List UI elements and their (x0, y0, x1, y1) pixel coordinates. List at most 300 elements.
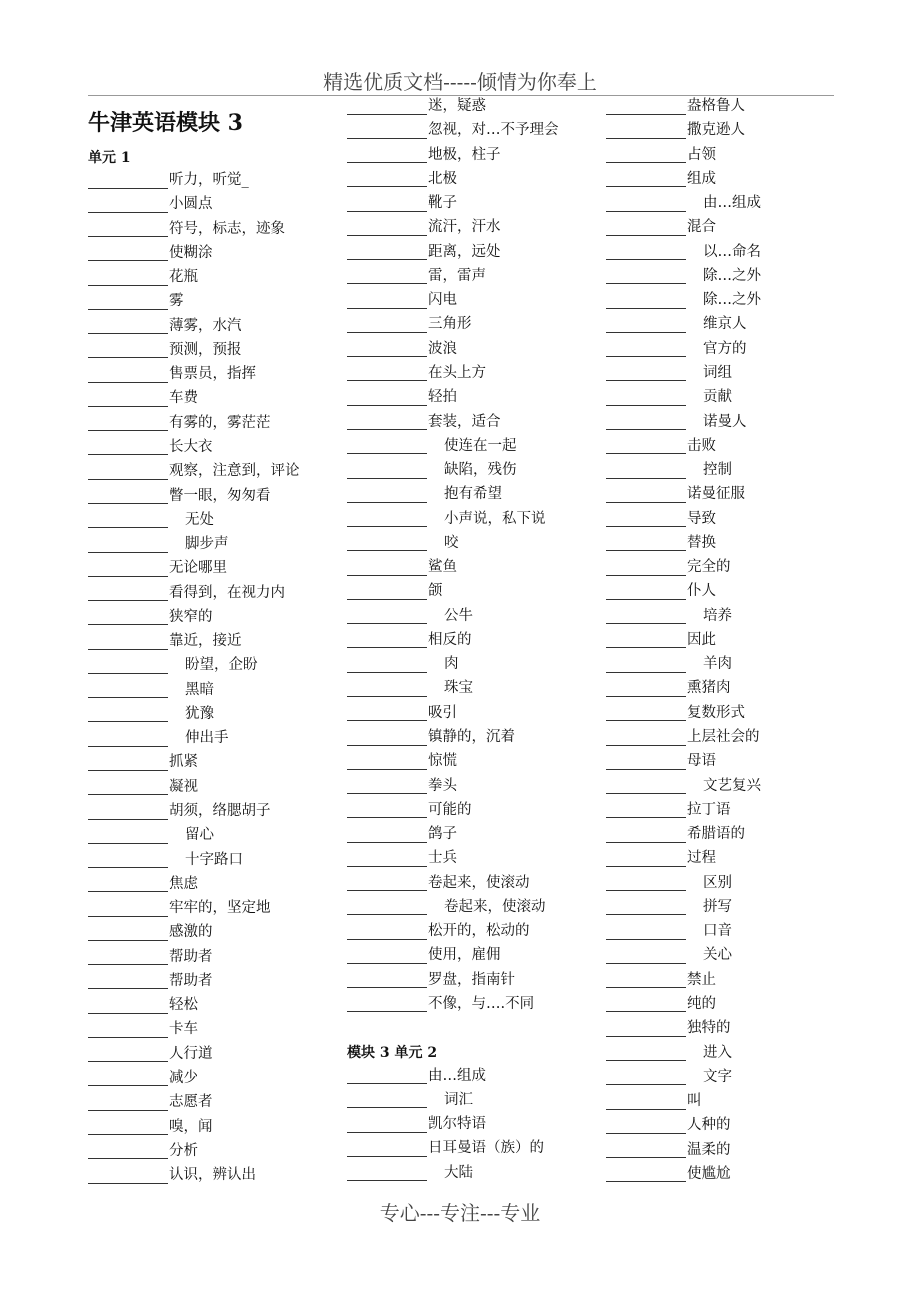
answer-blank[interactable] (606, 680, 686, 697)
unit-2-heading: 模块 3 单元 2 (347, 1045, 438, 1061)
vocab-item (606, 167, 716, 191)
answer-blank[interactable] (347, 534, 427, 551)
vocab-meaning: 忽视，对…不予理会 (428, 122, 559, 139)
answer-blank[interactable] (347, 656, 427, 673)
vocab-item (88, 1090, 213, 1114)
vocab-meaning: 无论哪里 (169, 560, 227, 577)
answer-blank[interactable] (88, 1118, 168, 1135)
vocab-item (347, 652, 459, 676)
vocab-item (606, 652, 732, 676)
vocab-item (347, 895, 546, 919)
vocab-item (606, 604, 732, 628)
vocab-meaning: 嗅，闻 (169, 1118, 213, 1135)
vocab-meaning: 车费 (169, 390, 198, 407)
vocab-meaning: 大陆 (444, 1164, 473, 1181)
vocab-meaning: 鲨鱼 (428, 559, 457, 576)
vocab-meaning: 卡车 (169, 1021, 198, 1038)
vocab-meaning: 脚步声 (185, 536, 229, 553)
vocab-item (347, 579, 443, 603)
vocab-item (88, 775, 198, 799)
answer-blank[interactable] (88, 560, 168, 577)
vocab-item (347, 410, 501, 434)
answer-blank[interactable] (88, 196, 168, 213)
vocab-meaning: 羊肉 (703, 656, 732, 673)
answer-blank[interactable] (88, 414, 168, 431)
vocab-meaning: 熏猪肉 (687, 680, 731, 697)
vocab-item (88, 581, 285, 605)
answer-blank[interactable] (606, 801, 686, 818)
answer-blank[interactable] (88, 220, 168, 237)
vocab-meaning: 导致 (687, 510, 716, 527)
vocab-item (88, 435, 213, 459)
vocab-item (606, 555, 731, 579)
vocab-item (606, 288, 761, 312)
vocab-meaning: 黑暗 (185, 681, 214, 698)
vocab-meaning: 词组 (703, 364, 732, 381)
vocab-item (88, 1163, 256, 1187)
vocab-meaning: 上层社会的 (687, 729, 760, 746)
vocab-item (606, 385, 732, 409)
vocab-item (606, 968, 716, 992)
vocab-meaning: 拼写 (703, 898, 732, 915)
answer-blank[interactable] (88, 827, 168, 844)
answer-blank[interactable] (606, 923, 686, 940)
answer-blank[interactable] (347, 486, 427, 503)
answer-blank[interactable] (347, 995, 427, 1012)
answer-blank[interactable] (347, 1164, 427, 1181)
answer-blank[interactable] (606, 462, 686, 479)
vocab-meaning: 焦虑 (169, 875, 198, 892)
answer-blank[interactable] (88, 390, 168, 407)
answer-blank[interactable] (88, 948, 168, 965)
answer-blank[interactable] (88, 875, 168, 892)
answer-blank[interactable] (347, 292, 427, 309)
answer-blank[interactable] (347, 704, 427, 721)
vocab-item (88, 217, 285, 241)
answer-blank[interactable] (606, 1093, 686, 1110)
vocab-item (88, 314, 242, 338)
vocab-meaning: 地极，柱子 (428, 146, 501, 163)
vocab-meaning: 叫 (687, 1093, 702, 1110)
vocab-item (347, 1161, 473, 1185)
vocab-meaning: 雷，雷声 (428, 267, 486, 284)
vocab-meaning: 吸引 (428, 704, 457, 721)
vocab-meaning: 文艺复兴 (703, 777, 761, 794)
vocab-meaning: 听力，听觉_ (169, 172, 249, 188)
vocab-item (88, 678, 214, 702)
vocab-meaning: 维京人 (703, 316, 747, 333)
vocab-item (347, 458, 517, 482)
answer-blank[interactable] (606, 826, 686, 843)
vocab-meaning: 售票员，指挥 (169, 366, 256, 383)
answer-blank[interactable] (606, 219, 686, 236)
vocab-meaning: 感激的 (169, 924, 213, 941)
vocab-meaning: 不像，与….不同 (428, 995, 535, 1012)
vocab-meaning: 混合 (687, 219, 716, 236)
vocab-meaning: 人种的 (687, 1117, 731, 1134)
answer-blank[interactable] (88, 681, 168, 698)
answer-blank[interactable] (606, 243, 686, 260)
answer-blank[interactable] (606, 995, 686, 1012)
vocab-meaning: 进入 (703, 1044, 732, 1061)
answer-blank[interactable] (88, 341, 168, 358)
vocab-item (347, 1064, 486, 1088)
answer-blank[interactable] (88, 244, 168, 261)
vocab-meaning: 拉丁语 (687, 801, 731, 818)
answer-blank[interactable] (88, 1069, 168, 1086)
vocab-item (606, 1041, 732, 1065)
vocab-meaning: 凝视 (169, 778, 198, 795)
vocab-item (606, 943, 732, 967)
answer-blank[interactable] (88, 900, 168, 917)
answer-blank[interactable] (88, 705, 168, 722)
answer-blank[interactable] (88, 972, 168, 989)
vocab-item (606, 410, 747, 434)
answer-blank[interactable] (347, 510, 427, 527)
answer-blank[interactable] (347, 437, 427, 454)
vocab-item (606, 143, 716, 167)
answer-blank[interactable] (88, 172, 168, 189)
answer-blank[interactable] (606, 898, 686, 915)
vocab-item (347, 943, 501, 967)
vocab-meaning: 使用，雇佣 (428, 947, 501, 964)
answer-blank[interactable] (88, 511, 168, 528)
vocab-item (606, 822, 745, 846)
answer-blank[interactable] (347, 898, 427, 915)
answer-blank[interactable] (606, 1141, 686, 1158)
answer-blank[interactable] (88, 608, 168, 625)
answer-blank[interactable] (347, 195, 427, 212)
answer-blank[interactable] (606, 510, 686, 527)
vocab-item (606, 676, 731, 700)
answer-blank[interactable] (606, 1165, 686, 1182)
vocab-item (606, 846, 716, 870)
vocab-meaning: 薄雾，水汽 (169, 317, 242, 334)
vocab-item (88, 823, 214, 847)
answer-blank[interactable] (347, 267, 427, 284)
answer-blank[interactable] (347, 826, 427, 843)
answer-blank[interactable] (347, 583, 427, 600)
vocab-item (347, 531, 459, 555)
answer-blank[interactable] (88, 317, 168, 334)
vocab-item (606, 701, 745, 725)
answer-blank[interactable] (347, 340, 427, 357)
answer-blank[interactable] (347, 801, 427, 818)
answer-blank[interactable] (88, 1094, 168, 1111)
answer-blank[interactable] (606, 729, 686, 746)
vocab-item (347, 871, 530, 895)
vocab-meaning: 瞥一眼，匆匆看 (169, 487, 271, 504)
vocab-meaning: 伸出手 (185, 730, 229, 747)
vocab-meaning: 看得到，在视力内 (169, 584, 285, 601)
answer-blank[interactable] (347, 874, 427, 891)
vocab-meaning: 击败 (687, 437, 716, 454)
answer-blank[interactable] (347, 1091, 427, 1108)
answer-blank[interactable] (606, 486, 686, 503)
answer-blank[interactable] (606, 364, 686, 381)
vocab-meaning: 日耳曼语（族）的 (428, 1140, 544, 1157)
vocab-meaning: 独特的 (687, 1020, 731, 1037)
vocab-meaning: 可能的 (428, 801, 472, 818)
vocab-meaning: 盎格鲁人 (687, 98, 745, 114)
vocab-item (347, 968, 515, 992)
answer-blank[interactable] (347, 146, 427, 163)
vocab-item (88, 1042, 213, 1066)
vocab-item (347, 1088, 473, 1112)
answer-blank[interactable] (606, 534, 686, 551)
vocab-item (606, 895, 732, 919)
vocab-item (88, 386, 198, 410)
vocab-item (347, 1136, 544, 1160)
vocab-item (606, 1113, 731, 1137)
vocab-meaning: 人行道 (169, 1045, 213, 1062)
answer-blank[interactable] (606, 292, 686, 309)
vocab-item (606, 1065, 732, 1089)
answer-blank[interactable] (88, 803, 168, 820)
answer-blank[interactable] (347, 850, 427, 867)
vocab-item (88, 799, 271, 823)
vocab-item (88, 338, 242, 362)
vocab-meaning: 预测，预报 (169, 341, 242, 358)
vocab-item (88, 750, 198, 774)
vocab-item (88, 653, 258, 677)
answer-blank[interactable] (88, 487, 168, 504)
vocab-meaning: 复数形式 (687, 704, 745, 721)
vocab-item (88, 192, 213, 216)
vocab-item (606, 458, 732, 482)
vocab-meaning: 迷，疑惑 (428, 98, 486, 114)
vocab-meaning: 使连在一起 (444, 437, 517, 454)
answer-blank[interactable] (347, 631, 427, 648)
answer-blank[interactable] (606, 1044, 686, 1061)
vocab-item (347, 749, 457, 773)
answer-blank[interactable] (347, 389, 427, 406)
vocab-item (606, 482, 745, 506)
vocab-meaning: 减少 (169, 1069, 198, 1086)
answer-blank[interactable] (606, 1068, 686, 1085)
answer-blank[interactable] (347, 98, 427, 115)
answer-blank[interactable] (606, 1117, 686, 1134)
answer-blank[interactable] (347, 729, 427, 746)
vocab-meaning: 除…之外 (703, 292, 761, 309)
answer-blank[interactable] (88, 438, 168, 455)
answer-blank[interactable] (347, 1140, 427, 1157)
vocab-meaning: 士兵 (428, 850, 457, 867)
answer-blank[interactable] (606, 607, 686, 624)
vocab-meaning: 惊慌 (428, 753, 457, 770)
vocab-item (347, 143, 501, 167)
vocab-item (88, 872, 198, 896)
answer-blank[interactable] (606, 704, 686, 721)
vocab-item (347, 555, 457, 579)
vocab-item (88, 484, 271, 508)
answer-blank[interactable] (347, 316, 427, 333)
vocab-item (606, 264, 761, 288)
answer-blank[interactable] (606, 850, 686, 867)
vocab-meaning: 词汇 (444, 1091, 473, 1108)
answer-blank[interactable] (347, 680, 427, 697)
answer-blank[interactable] (606, 146, 686, 163)
vocab-meaning: 颌 (428, 583, 443, 600)
answer-blank[interactable] (88, 1045, 168, 1062)
answer-blank[interactable] (88, 1142, 168, 1159)
vocab-meaning: 留心 (185, 827, 214, 844)
vocab-item (606, 749, 716, 773)
vocab-meaning: 花瓶 (169, 269, 198, 286)
answer-blank[interactable] (88, 536, 168, 553)
vocab-meaning: 由…组成 (428, 1067, 486, 1084)
vocab-item (347, 264, 486, 288)
vocab-meaning: 有雾的，雾茫茫 (169, 414, 271, 431)
vocab-meaning: 替换 (687, 534, 716, 551)
vocab-item (606, 337, 747, 361)
answer-blank[interactable] (606, 559, 686, 576)
answer-blank[interactable] (88, 778, 168, 795)
vocab-meaning: 小声说，私下说 (444, 510, 546, 527)
answer-blank[interactable] (606, 631, 686, 648)
vocab-item (347, 676, 473, 700)
answer-blank[interactable] (347, 1116, 427, 1133)
vocab-meaning: 帮助者 (169, 948, 213, 965)
answer-blank[interactable] (347, 364, 427, 381)
vocab-item (88, 1066, 198, 1090)
answer-blank[interactable] (606, 170, 686, 187)
answer-blank[interactable] (88, 584, 168, 601)
answer-blank[interactable] (347, 777, 427, 794)
vocab-item (347, 434, 517, 458)
vocab-item (606, 531, 716, 555)
answer-blank[interactable] (347, 170, 427, 187)
answer-blank[interactable] (606, 437, 686, 454)
answer-blank[interactable] (606, 874, 686, 891)
answer-blank[interactable] (606, 413, 686, 430)
vocab-item (347, 94, 486, 118)
vocab-meaning: 牢牢的，坚定地 (169, 900, 271, 917)
answer-blank[interactable] (606, 195, 686, 212)
vocab-meaning: 诺曼人 (703, 413, 747, 430)
vocab-item (88, 265, 198, 289)
answer-blank[interactable] (88, 366, 168, 383)
answer-blank[interactable] (606, 947, 686, 964)
vocab-item (347, 919, 530, 943)
answer-blank[interactable] (88, 997, 168, 1014)
answer-blank[interactable] (606, 1020, 686, 1037)
vocab-meaning: 禁止 (687, 971, 716, 988)
vocab-meaning: 认识，辨认出 (169, 1167, 256, 1184)
answer-blank[interactable] (606, 971, 686, 988)
vocab-meaning: 罗盘，指南针 (428, 971, 515, 988)
answer-blank[interactable] (606, 267, 686, 284)
page-header: 精选优质文档-----倾情为你奉上 (323, 70, 597, 94)
vocab-meaning: 贡献 (703, 389, 732, 406)
vocab-item (347, 240, 501, 264)
vocab-meaning: 无处 (185, 511, 214, 528)
answer-blank[interactable] (88, 293, 168, 310)
vocab-meaning: 相反的 (428, 631, 472, 648)
vocab-meaning: 组成 (687, 170, 716, 187)
unit-1-heading: 单元 1 (88, 150, 131, 166)
vocab-item (606, 507, 716, 531)
answer-blank[interactable] (606, 777, 686, 794)
vocab-meaning: 抓紧 (169, 754, 198, 771)
answer-blank[interactable] (347, 243, 427, 260)
answer-blank[interactable] (347, 122, 427, 139)
answer-blank[interactable] (347, 971, 427, 988)
vocab-meaning: 完全的 (687, 559, 731, 576)
vocab-item (88, 896, 271, 920)
answer-blank[interactable] (88, 754, 168, 771)
answer-blank[interactable] (88, 1167, 168, 1184)
answer-blank[interactable] (347, 413, 427, 430)
answer-blank[interactable] (606, 122, 686, 139)
answer-blank[interactable] (88, 1021, 168, 1038)
answer-blank[interactable] (347, 1067, 427, 1084)
vocab-meaning: 由…组成 (703, 195, 761, 212)
vocab-item (347, 725, 515, 749)
answer-blank[interactable] (606, 583, 686, 600)
answer-blank[interactable] (88, 463, 168, 480)
vocab-meaning: 过程 (687, 850, 716, 867)
vocab-meaning: 轻拍 (428, 389, 457, 406)
vocab-meaning: 志愿者 (169, 1094, 213, 1111)
vocab-meaning: 使糊涂 (169, 244, 213, 261)
answer-blank[interactable] (347, 559, 427, 576)
answer-blank[interactable] (347, 947, 427, 964)
answer-blank[interactable] (347, 923, 427, 940)
answer-blank[interactable] (606, 340, 686, 357)
vocab-meaning: 公牛 (444, 607, 473, 624)
answer-blank[interactable] (88, 730, 168, 747)
answer-blank[interactable] (606, 98, 686, 115)
vocab-meaning: 胡须，络腮胡子 (169, 803, 271, 820)
vocab-meaning: 以…命名 (703, 243, 761, 260)
answer-blank[interactable] (347, 219, 427, 236)
vocab-item (347, 701, 457, 725)
vocab-item (347, 992, 534, 1016)
answer-blank[interactable] (347, 753, 427, 770)
vocab-item (606, 919, 732, 943)
answer-blank[interactable] (606, 753, 686, 770)
answer-blank[interactable] (88, 657, 168, 674)
vocab-item (606, 240, 761, 264)
answer-blank[interactable] (606, 389, 686, 406)
vocab-meaning: 诺曼征服 (687, 486, 745, 503)
vocab-meaning: 小圆点 (169, 196, 213, 213)
vocab-meaning: 文字 (703, 1068, 732, 1085)
vocab-item (347, 385, 457, 409)
answer-blank[interactable] (88, 924, 168, 941)
vocab-item (606, 1138, 731, 1162)
answer-blank[interactable] (88, 851, 168, 868)
answer-blank[interactable] (606, 316, 686, 333)
vocab-item (606, 215, 716, 239)
vocab-item (347, 312, 472, 336)
answer-blank[interactable] (347, 462, 427, 479)
vocab-item (347, 507, 546, 531)
vocab-item (347, 846, 457, 870)
answer-blank[interactable] (606, 656, 686, 673)
document-title: 牛津英语模块 3 (88, 110, 243, 136)
answer-blank[interactable] (88, 269, 168, 286)
vocab-item (88, 969, 213, 993)
answer-blank[interactable] (88, 633, 168, 650)
vocab-item (88, 702, 214, 726)
vocab-meaning: 咬 (444, 534, 459, 551)
vocab-item (347, 604, 473, 628)
page-footer: 专心---专注---专业 (379, 1201, 541, 1225)
vocab-meaning: 纯的 (687, 995, 716, 1012)
answer-blank[interactable] (347, 607, 427, 624)
